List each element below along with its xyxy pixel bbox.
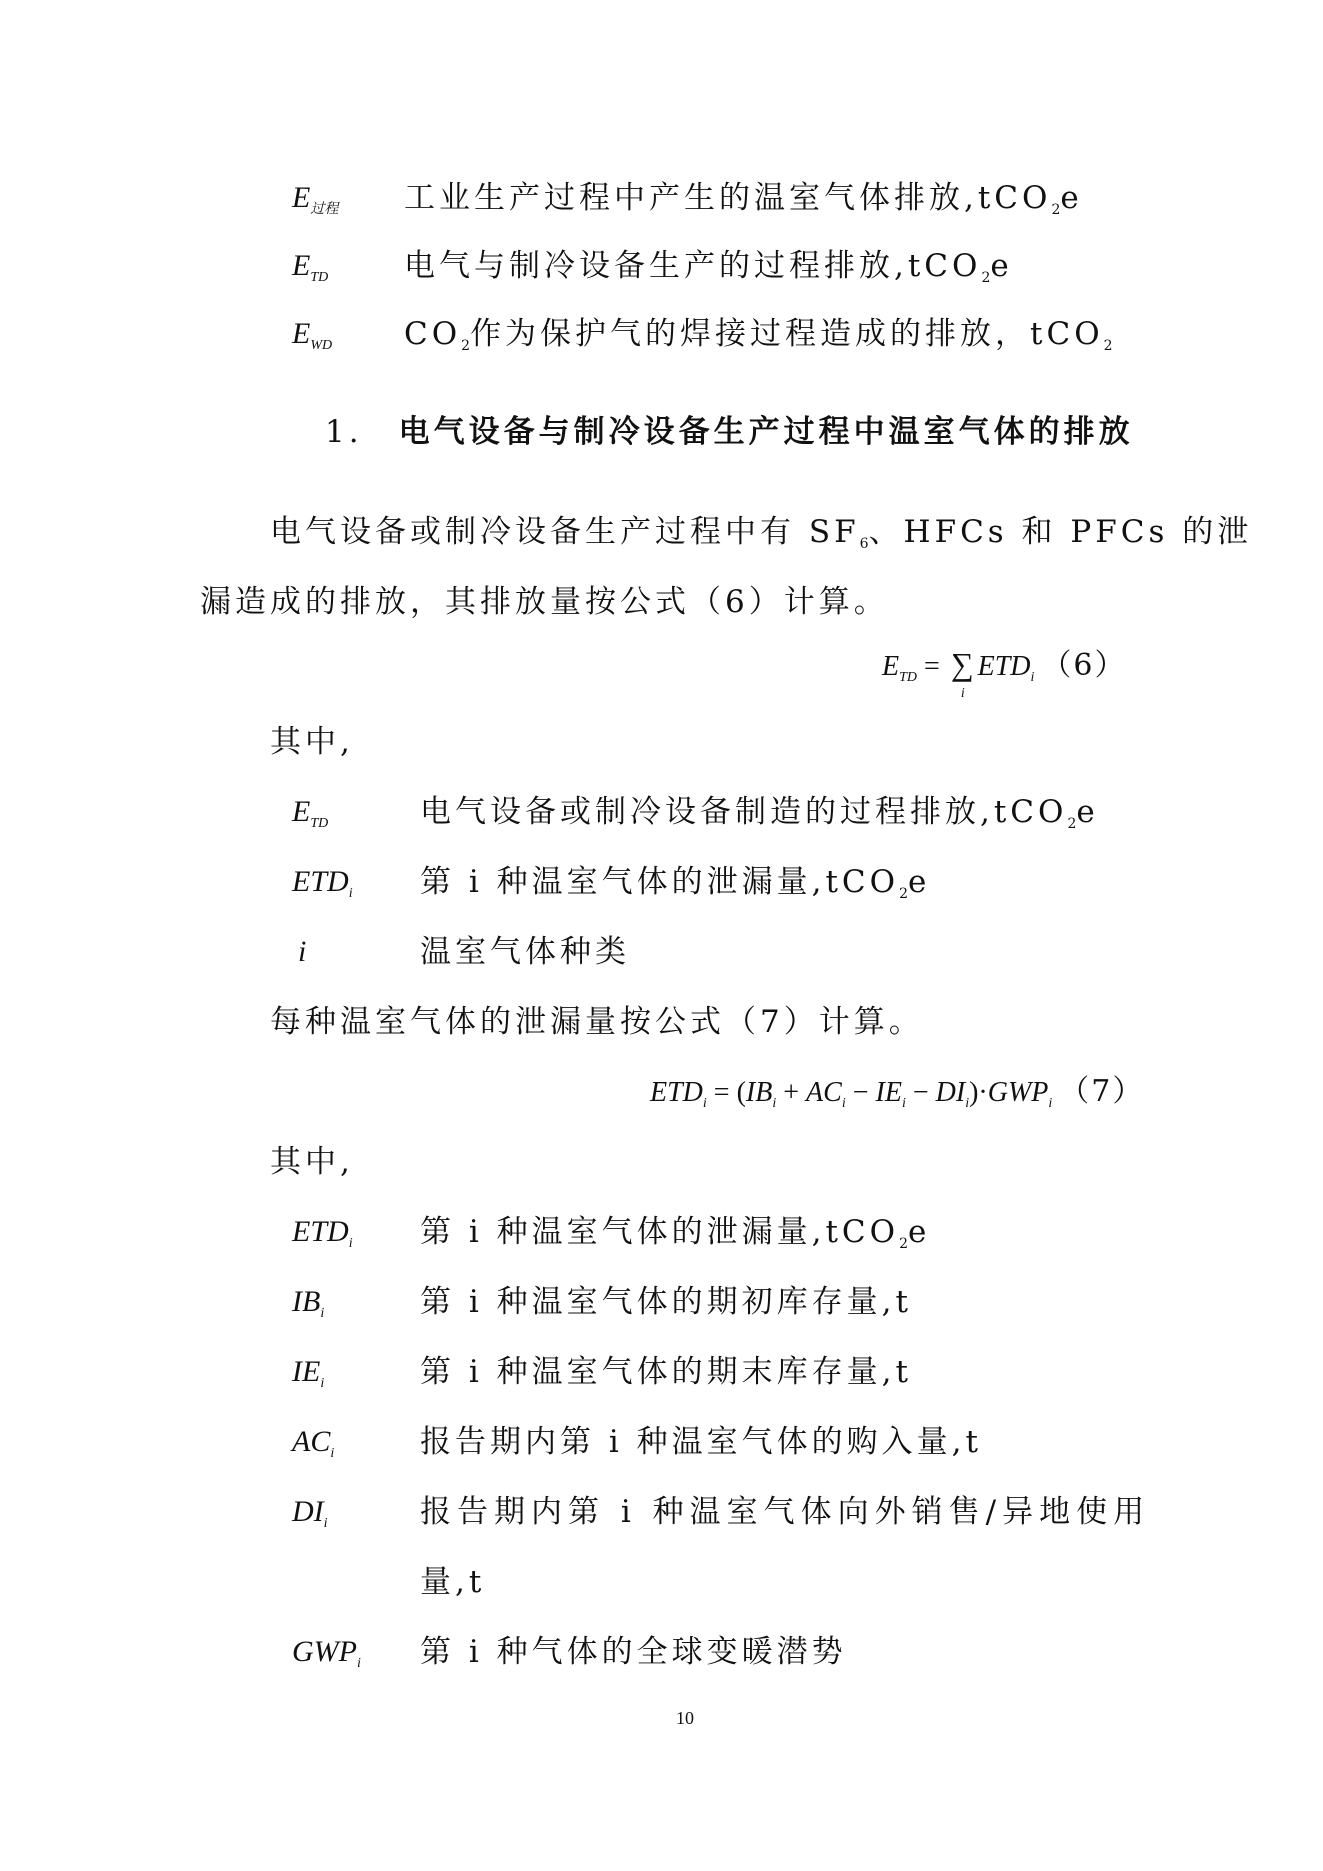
definition-ib-i: 第 i 种温室气体的期初库存量,t xyxy=(420,1284,912,1320)
definition-i: 温室气体种类 xyxy=(420,934,630,970)
symbol-gwp-i: $GWP_i$ xyxy=(292,1635,361,1671)
symbol-ac-i: $AC_i$ xyxy=(292,1425,335,1461)
where-label-2: 其中, xyxy=(270,1144,354,1180)
paragraph-1-line-2: 漏造成的排放，其排放量按公式（6）计算。 xyxy=(200,584,889,620)
definition-e-td: 电气与制冷设备生产的过程排放,tCO$_2$e xyxy=(404,248,1013,286)
equation-6-number: （6） xyxy=(1041,648,1127,683)
where-label-1: 其中, xyxy=(270,724,354,760)
definition-e-process: 工业生产过程中产生的温室气体排放,tCO$_2$e xyxy=(404,180,1083,218)
symbol-e-wd: $E_{WD}$ xyxy=(292,317,333,353)
definition-ac-i: 报告期内第 i 种温室气体的购入量,t xyxy=(420,1424,982,1460)
definition-etd-i-2: 第 i 种温室气体的泄漏量,tCO$_2$e xyxy=(420,1214,931,1252)
definition-ie-i: 第 i 种温室气体的期末库存量,t xyxy=(420,1354,912,1390)
definition-e-td-2: 电气设备或制冷设备制造的过程排放,tCO$_2$e xyxy=(420,794,1099,832)
symbol-i: i xyxy=(298,935,307,968)
paragraph-1-line-1: 电气设备或制冷设备生产过程中有 $SF_6$、HFCs 和 PFCs 的泄 xyxy=(270,514,1253,552)
symbol-ie-i: $IE_i$ xyxy=(292,1355,325,1391)
symbol-e-process: $E_{过程}$ xyxy=(292,181,339,217)
definition-di-i-continued: 量,t xyxy=(420,1564,486,1600)
equation-6: $E_{TD}$ = ∑ i $ETD_i$ （6） xyxy=(882,646,1127,701)
definition-di-i: 报告期内第 i 种温室气体向外销售/异地使用 xyxy=(420,1494,1151,1530)
symbol-etd-i: $ETD_i$ xyxy=(292,865,353,901)
paragraph-2: 每种温室气体的泄漏量按公式（7）计算。 xyxy=(270,1004,924,1040)
section-heading: 1. 电气设备与制冷设备生产过程中温室气体的排放 xyxy=(325,414,1134,450)
equation-7: $ETD_i = (IB_i + AC_i - IE_i - DI_i)\cdot GWP_i$ （7） xyxy=(650,1074,1145,1111)
page-number: 10 xyxy=(676,1708,694,1728)
equation-7-number: （7） xyxy=(1059,1074,1145,1109)
definition-e-wd: $CO_2$作为保护气的焊接过程造成的排放，tCO$_2$ xyxy=(404,316,1113,354)
symbol-e-td: $E_{TD}$ xyxy=(292,249,329,285)
symbol-e-td-2: $E_{TD}$ xyxy=(292,795,329,831)
definition-gwp-i: 第 i 种气体的全球变暖潜势 xyxy=(420,1634,847,1670)
definition-etd-i: 第 i 种温室气体的泄漏量,tCO$_2$e xyxy=(420,864,931,902)
symbol-etd-i-2: $ETD_i$ xyxy=(292,1215,353,1251)
symbol-di-i: $DI_i$ xyxy=(292,1495,328,1531)
symbol-ib-i: $IB_i$ xyxy=(292,1285,325,1321)
